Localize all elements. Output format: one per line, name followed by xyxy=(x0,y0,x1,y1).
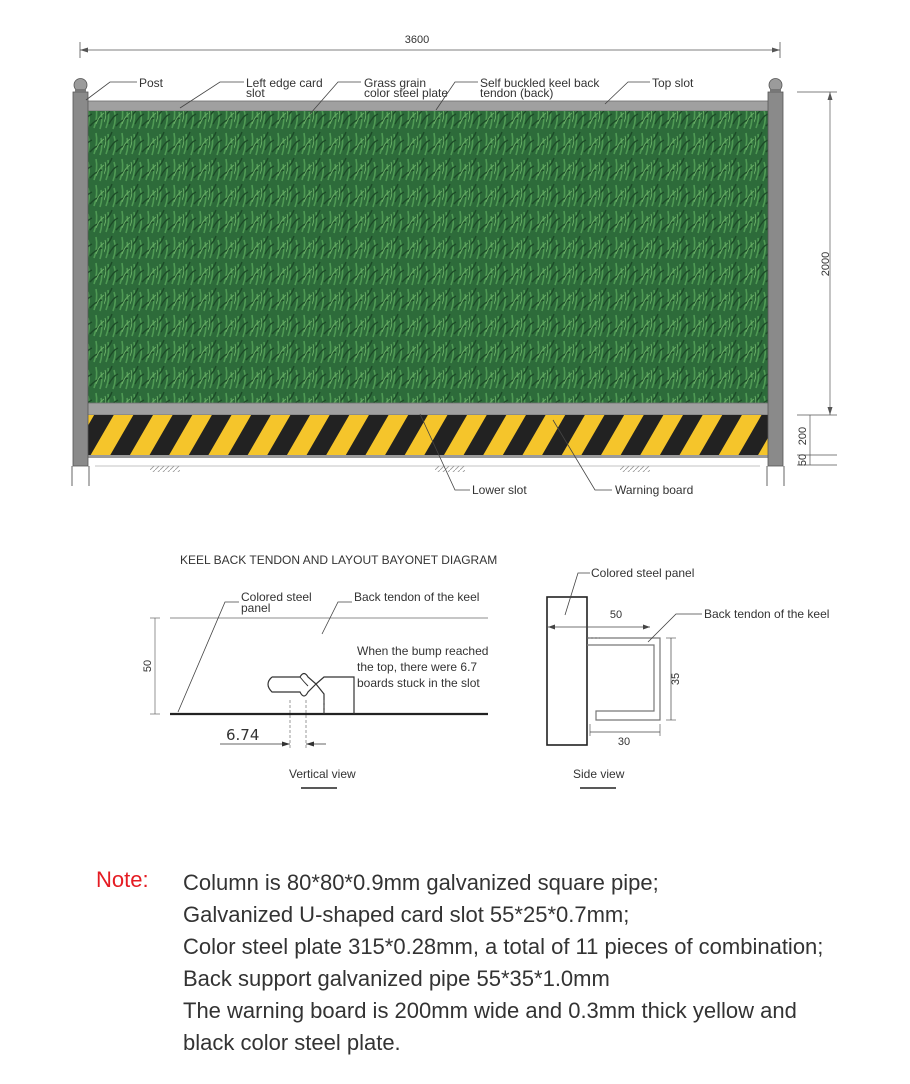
grass-steel-plate xyxy=(88,111,768,403)
vertical-tendon-label: Back tendon of the keel xyxy=(354,590,480,604)
top-slot-label: Top slot xyxy=(652,76,694,90)
height-dimensions xyxy=(797,92,837,466)
warning-board xyxy=(88,415,768,455)
vertical-width-dim: 6.74 xyxy=(226,726,260,744)
vertical-view-caption: Vertical view xyxy=(289,767,356,781)
note-line: The warning board is 200mm wide and 0.3mm thick yellow and xyxy=(183,998,797,1023)
keel-label-2: tendon (back) xyxy=(480,86,554,100)
keel-label-1: Self buckled keel back xyxy=(480,76,600,90)
side-view xyxy=(547,566,829,788)
left-post xyxy=(72,79,89,487)
vertical-panel-label-2: panel xyxy=(241,601,271,615)
grass-label-1: Grass grain xyxy=(364,76,427,90)
note-label: Note: xyxy=(96,867,149,892)
side-dim-50: 50 xyxy=(609,609,623,621)
vertical-note-3: boards stuck in the slot xyxy=(357,676,480,690)
vertical-note-1: When the bump reached xyxy=(357,644,489,658)
note-line: black color steel plate. xyxy=(183,1030,401,1055)
width-dimension xyxy=(80,34,780,58)
note-line: Back support galvanized pipe 55*35*1.0mm xyxy=(183,966,610,991)
side-view-caption: Side view xyxy=(573,767,625,781)
side-dim-30: 30 xyxy=(617,736,631,748)
vertical-note-2: the top, there were 6.7 xyxy=(357,660,478,674)
side-tendon-label: Back tendon of the keel xyxy=(704,607,830,621)
warning-base-rail xyxy=(86,455,770,458)
height-label: 2000 xyxy=(820,251,832,277)
grass-label-2: color steel plate xyxy=(364,86,449,100)
warning-height-label: 200 xyxy=(797,426,809,446)
lower-slot-label: Lower slot xyxy=(472,483,527,497)
lower-slot-rail xyxy=(86,403,770,415)
vertical-panel-label-1: Colored steel xyxy=(241,590,312,604)
vertical-view xyxy=(142,590,488,788)
warning-board-label: Warning board xyxy=(615,483,694,497)
left-slot-label-1: Left edge card xyxy=(246,76,323,90)
right-post xyxy=(767,79,784,487)
side-dim-35: 35 xyxy=(670,672,682,686)
bayonet-title: KEEL BACK TENDON AND LAYOUT BAYONET DIAGRAM xyxy=(180,553,498,567)
ground-hatching xyxy=(95,466,760,472)
side-panel-label: Colored steel panel xyxy=(591,566,695,580)
post-label: Post xyxy=(139,76,164,90)
note-line: Color steel plate 315*0.28mm, a total of 11 pieces of combination; xyxy=(183,934,824,959)
note-lines xyxy=(183,867,898,1059)
width-label: 3600 xyxy=(404,34,430,46)
note-line: Galvanized U-shaped card slot 55*25*0.7mm; xyxy=(183,902,630,927)
vertical-height-dim: 50 xyxy=(142,659,154,673)
base-height-label: 50 xyxy=(797,453,809,467)
note-line: Column is 80*80*0.9mm galvanized square pipe; xyxy=(183,870,659,895)
left-slot-label-2: slot xyxy=(246,86,265,100)
